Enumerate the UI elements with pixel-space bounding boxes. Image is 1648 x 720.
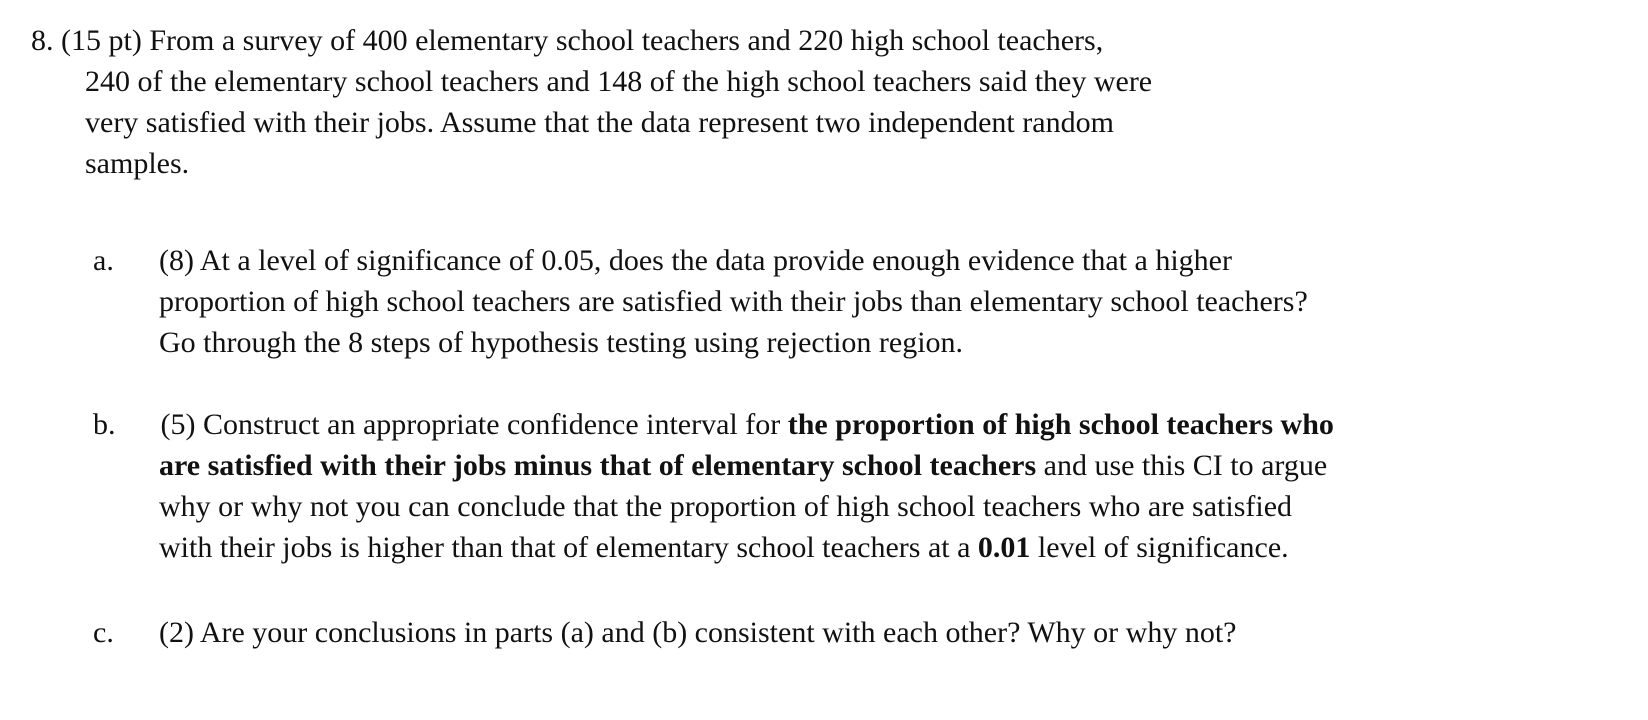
part-b-line-2	[153, 445, 1613, 486]
part-b-text-plain: (5) Construct an appropriate confidence interval for	[153, 408, 788, 441]
part-c-label: c.	[93, 616, 114, 649]
part-b-text	[153, 404, 1613, 568]
part-b-text-plain: and use this CI to argue	[1036, 449, 1328, 482]
question-stem-line: 240 of the elementary school teachers and 148 of the high school teachers said they were	[85, 65, 1153, 98]
part-b-label: b.	[93, 408, 116, 441]
part-a-line: Go through the 8 steps of hypothesis testing using rejection region.	[159, 326, 964, 359]
question-stem-line: very satisfied with their jobs. Assume that the data represent two independent random	[85, 106, 1114, 139]
part-b-line-3: why or why not you can conclude that the proportion of high school teachers who are satisfied	[159, 490, 1293, 523]
part-c-line: (2) Are your conclusions in parts (a) and (b) consistent with each other? Why or why not?	[159, 616, 1237, 649]
question-8-stem	[31, 20, 1331, 184]
part-b-text-bold: the proportion of high school teachers who	[787, 408, 1334, 441]
part-a-line: proportion of high school teachers are satisfied with their jobs than elementary school teachers?	[159, 285, 1308, 318]
part-c-text	[159, 612, 1619, 653]
part-b-text-bold: are satisfied with their jobs minus that of elementary school teachers	[159, 449, 1037, 482]
part-b-text-plain: with their jobs is higher than that of elementary school teachers at a	[159, 531, 978, 564]
part-a-text	[159, 240, 1619, 363]
part-b-text-plain: level of significance.	[1030, 531, 1289, 564]
part-a-label: a.	[93, 244, 114, 277]
question-stem-line: 8. (15 pt) From a survey of 400 elementary school teachers and 220 high school teachers,	[31, 24, 1104, 57]
part-b-line-1	[153, 404, 1613, 445]
part-a-line: (8) At a level of significance of 0.05, does the data provide enough evidence that a higher	[159, 244, 1232, 277]
question-stem-line: samples.	[85, 147, 190, 180]
part-b-text-bold: 0.01	[977, 531, 1031, 564]
part-b-line-4	[153, 527, 1613, 568]
